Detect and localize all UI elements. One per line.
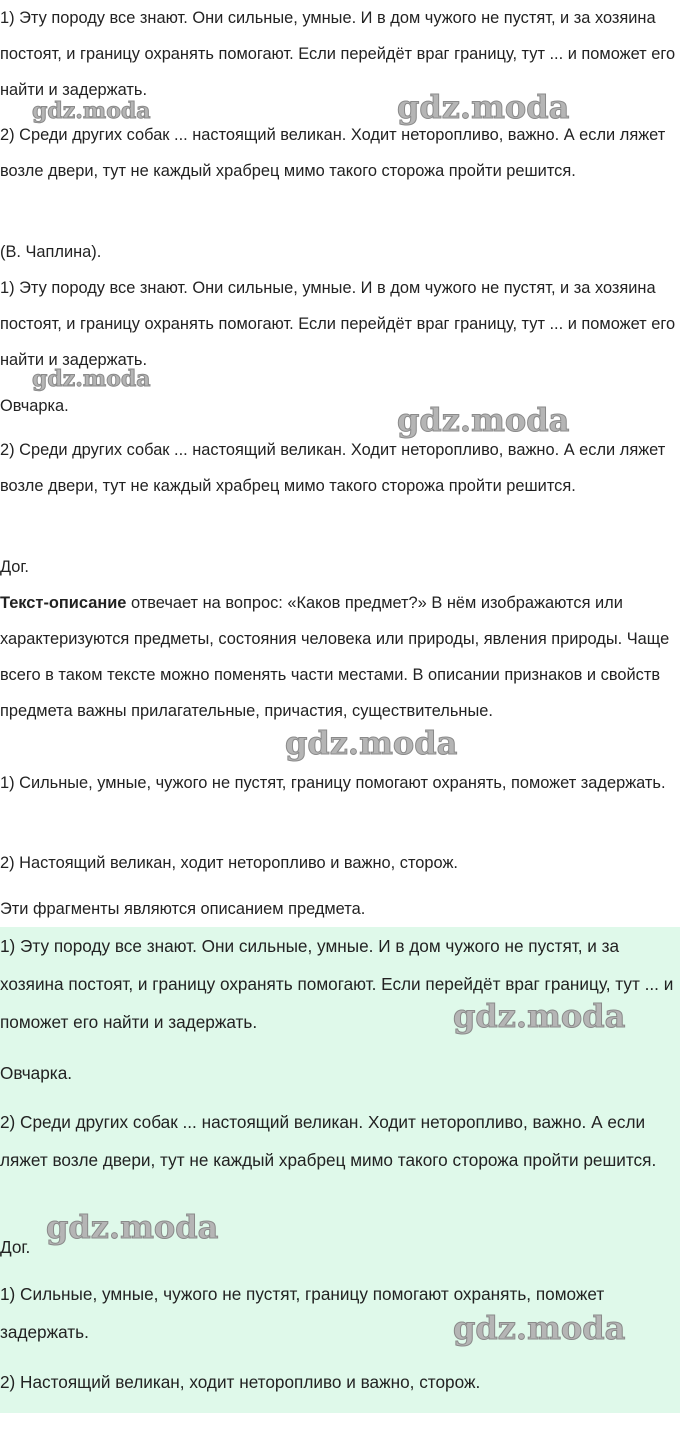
task-text-2: 2) Среди других собак ... настоящий великан. Ходит неторопливо, важно. А если ляжет возле двери, тут не каждый храбрец мимо такого сторожа пройти решится. [0, 126, 666, 180]
answer-fragment-1: 1) Сильные, умные, чужого не пустят, границу помогают охранять, поможет задержать. [0, 1284, 605, 1342]
answer-text-1: 1) Эту породу все знают. Они сильные, умные. И в дом чужого не пустят, и за хозяина постоят, и границу охранять помогают. Если перейдёт враг границу, тут ... и поможет его найти и задержать. [0, 936, 674, 1032]
watermark-logo: gdz.moda [32, 98, 151, 124]
author: (В. Чаплина). [0, 243, 102, 261]
conclusion: Эти фрагменты являются описанием предмета. [0, 900, 366, 918]
theory-term: Текст-описание [0, 594, 127, 612]
task-text-2-repeat: 2) Среди других собак ... настоящий великан. Ходит неторопливо, важно. А если ляжет возле двери, тут не каждый храбрец мимо такого сторожа пройти решится. [0, 441, 666, 495]
watermark-logo: gdz.moda [285, 724, 458, 762]
theory-rest: отвечает на вопрос: «Каков предмет?» В нём изображаются или характеризуются предметы, состояния человека или природы, явления природы. Чаще всего в таком тексте можно поменять части местами. В описании признаков и свойств предмета важны прилагательные, причастия, существительные. [0, 594, 670, 720]
watermark-logo: gdz.moda [32, 366, 151, 392]
answer-fragment-2: 2) Настоящий великан, ходит неторопливо и важно, сторож. [0, 1372, 481, 1392]
watermark-logo: gdz.moda [397, 401, 570, 439]
watermark-logo: gdz.moda [453, 1309, 626, 1347]
answer-dog-2: Дог. [0, 1237, 31, 1257]
fragment-2: 2) Настоящий великан, ходит неторопливо и важно, сторож. [0, 854, 458, 872]
task-text-1: 1) Эту породу все знают. Они сильные, умные. И в дом чужого не пустят, и за хозяина постоят, и границу охранять помогают. Если перейдёт враг границу, тут ... и поможет его найти и задержать. [0, 9, 676, 99]
theory-paragraph [0, 585, 678, 729]
answer-dog: Дог. [0, 558, 29, 576]
watermark-logo: gdz.moda [453, 997, 626, 1035]
answer-ovcharka: Овчарка. [0, 397, 69, 415]
watermark-logo: gdz.moda [397, 88, 570, 126]
answer-ovcharka-2: Овчарка. [0, 1063, 73, 1083]
task-text-1-repeat: 1) Эту породу все знают. Они сильные, умные. И в дом чужого не пустят, и за хозяина постоят, и границу охранять помогают. Если перейдёт враг границу, тут ... и поможет его найти и задержать. [0, 279, 676, 369]
answer-box [0, 927, 680, 1413]
watermark-logo: gdz.moda [46, 1208, 219, 1246]
answer-text-2: 2) Среди других собак ... настоящий великан. Ходит неторопливо, важно. А если ляжет возле двери, тут не каждый храбрец мимо такого сторожа пройти решится. [0, 1112, 657, 1170]
fragment-1: 1) Сильные, умные, чужого не пустят, границу помогают охранять, поможет задержать. [0, 774, 666, 792]
